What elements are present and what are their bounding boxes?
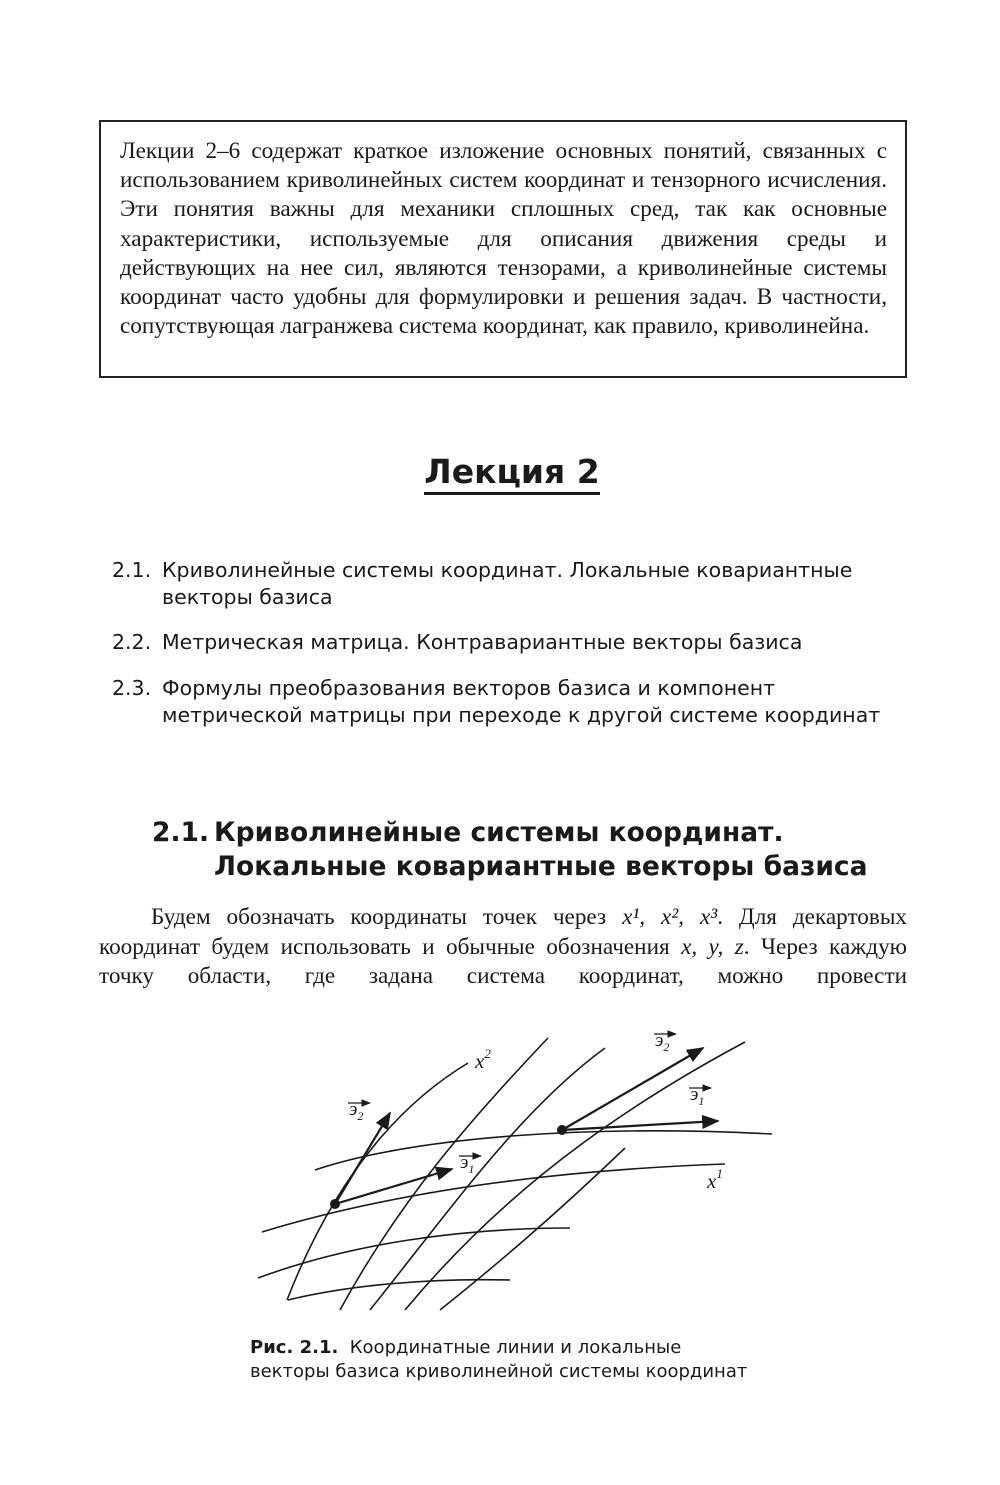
- toc-text: Формулы преобразования векторов базиса и компонент метрической матрицы при переходе к другой системе координат: [162, 676, 881, 727]
- section-number: 2.1.: [152, 817, 210, 848]
- coords-math: x¹, x², x³: [622, 904, 718, 930]
- label-e2-at-a: [348, 1099, 370, 1123]
- figure-caption: [250, 1336, 850, 1384]
- svg-text:э2: $э_2$: [349, 1099, 364, 1123]
- caption-line1: Координатные линии и локальные: [349, 1337, 682, 1358]
- svg-text:э1: $э_1$: [460, 1152, 475, 1176]
- label-e1-at-a: [459, 1152, 481, 1176]
- caption-label: Рис. 2.1.: [250, 1337, 339, 1358]
- x2-coordinate-line: [287, 1063, 468, 1300]
- svg-text:э2: $э_2$: [655, 1030, 670, 1054]
- toc-number: 2.3.: [112, 676, 152, 700]
- toc-text: Криволинейные системы координат. Локальные ковариантные векторы базиса: [162, 558, 853, 609]
- xyz-math: x, y, z: [681, 933, 744, 960]
- label-e1-at-b: [689, 1084, 711, 1108]
- x1-coordinate-line: [262, 1164, 725, 1232]
- toc-number: 2.1.: [112, 558, 152, 582]
- vector-e2-at-b: [562, 1048, 703, 1130]
- section-title-line1: Криволинейные системы координат.: [214, 817, 784, 848]
- body-text-1: Будем обозначать координаты точек через: [151, 904, 623, 930]
- body-text-2: . Для декартовых координат будем использовать и обычные обозначения: [99, 904, 907, 960]
- label-e2-at-b: [654, 1030, 676, 1054]
- toc-number: 2.2.: [112, 630, 152, 654]
- x2-coordinate-line: [405, 1042, 745, 1310]
- section-title-line2: Локальные ковариантные векторы базиса: [214, 851, 868, 882]
- svg-text:э1: $э_1$: [690, 1084, 705, 1108]
- axis-label-x2: $x^2$: [475, 1046, 491, 1073]
- toc-text: Метрическая матрица. Контравариантные векторы базиса: [162, 630, 803, 654]
- x1-coordinate-line: [288, 1280, 510, 1300]
- lecture-title-text: Лекция 2: [424, 452, 599, 495]
- axis-label-x1: $x^1$: [707, 1166, 723, 1193]
- caption-line2: векторы базиса криволинейной системы координат: [250, 1361, 748, 1382]
- vector-e1-at-b: [562, 1121, 718, 1130]
- intro-text: Лекции 2–6 содержат краткое изложение основных понятий, связанных с использованием криволинейных систем координат и тензорного исчисления. Эти понятия важны для механики сплошных сред, так как основные характеристики, используемые для описания движения среды и действующих на нее сил, являются тензорами, а криволинейные системы координат часто удобны для формулировки и решения задач. В частности, сопутствующая лагранжева система координат, как правило, криволинейна.: [120, 138, 887, 340]
- body-text-3: . Через каждую точку области, где задана система координат, можно провести: [99, 933, 907, 989]
